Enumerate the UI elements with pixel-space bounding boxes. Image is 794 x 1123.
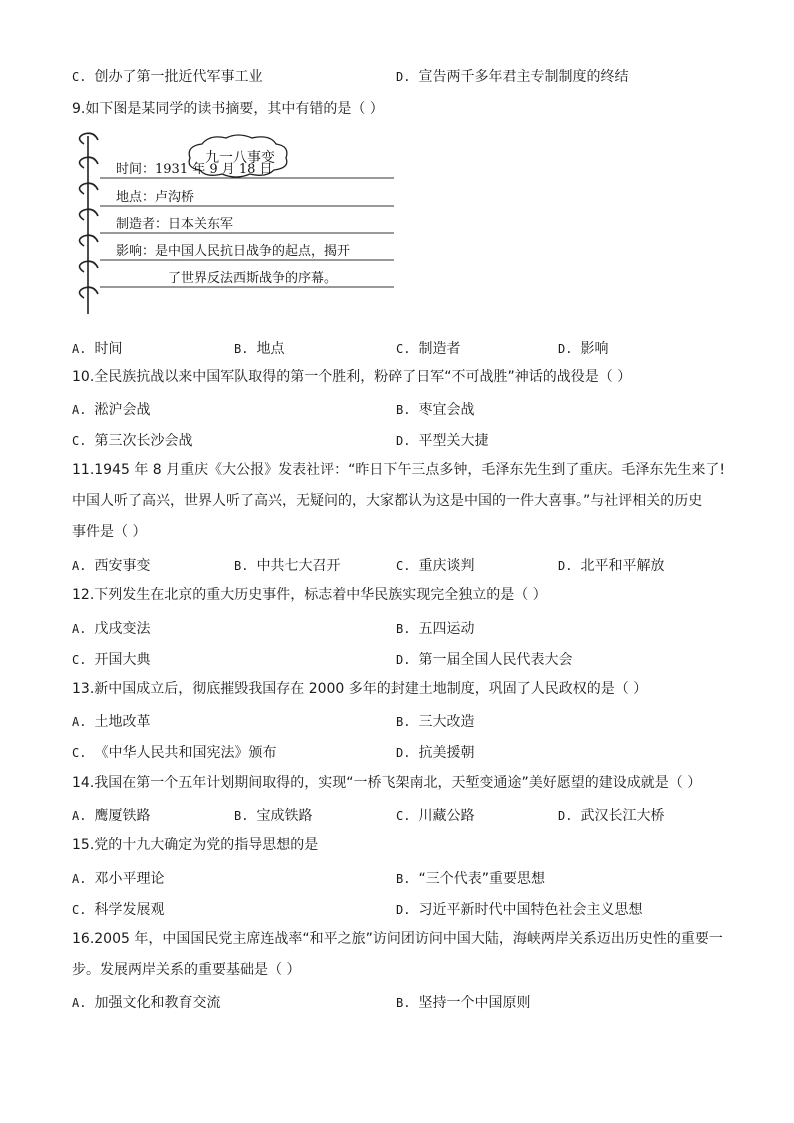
q10-stem: 10.全民族抗战以来中国军队取得的第一个胜利，粉碎了日军“不可战胜”神话的战役是（ ） [72, 369, 632, 385]
q11-option-b [234, 555, 340, 575]
option-letter: D. [396, 746, 411, 760]
option-text: 时间 [94, 341, 123, 357]
option-letter: D. [396, 903, 411, 917]
option-text: 习近平新时代中国特色社会主义思想 [418, 902, 643, 918]
q16-option-b [396, 992, 530, 1012]
option-letter: D. [558, 559, 573, 573]
option-text: 邓小平理论 [94, 871, 165, 887]
option-text: 鹰厦铁路 [94, 808, 151, 824]
option-text: 武汉长江大桥 [580, 808, 665, 824]
q11-option-d [558, 555, 664, 575]
option-text: 中共七大召开 [256, 558, 341, 574]
option-text: 加强文化和教育交流 [94, 995, 221, 1011]
q14-option-a [72, 805, 150, 825]
q13-option-b [396, 711, 474, 731]
option-letter: C. [72, 903, 87, 917]
option-text: 抗美援朝 [418, 745, 475, 761]
option-text: 《中华人民共和国宪法》颁布 [94, 745, 277, 761]
q12-option-b [396, 618, 474, 638]
option-letter: D. [396, 653, 411, 667]
option-letter: C. [396, 342, 411, 356]
option-text: “三个代表”重要思想 [418, 871, 545, 887]
q13-option-d [396, 742, 474, 762]
option-text: 平型关大捷 [418, 433, 489, 449]
option-letter: D. [558, 809, 573, 823]
image-line-maker: 制造者：日本关东军 [116, 217, 234, 232]
option-letter: B. [234, 342, 249, 356]
q12-stem: 12.下列发生在北京的重大历史事件，标志着中华民族实现完全独立的是（ ） [72, 587, 547, 603]
option-letter: B. [396, 996, 411, 1010]
option-text: 川藏公路 [418, 808, 475, 824]
image-line-impact: 影响：是中国人民抗日战争的起点，揭开 [116, 244, 351, 259]
image-line-impact-cont: 了世界反法西斯战争的序幕。 [168, 271, 338, 286]
q12-option-a [72, 618, 150, 638]
q11-option-a [72, 555, 150, 575]
option-letter: C. [72, 653, 87, 667]
option-text: 第一届全国人民代表大会 [418, 652, 573, 668]
q11-stem-line2: 中国人听了高兴，世界人听了高兴，无疑问的，大家都认为这是中国的一件大喜事。”与社评相关的历史 [72, 493, 703, 509]
q14-option-b [234, 805, 312, 825]
option-letter: A. [72, 342, 87, 356]
option-text: 宣告两千多年君主专制制度的终结 [418, 69, 629, 85]
q14-option-d [558, 805, 664, 825]
option-letter: C. [72, 70, 87, 84]
q9-option-a [72, 338, 122, 358]
option-letter: D. [558, 342, 573, 356]
q14-option-c [396, 805, 474, 825]
image-line-time: 时间：1931 年 9 月 18 日 [116, 162, 273, 177]
option-letter: A. [72, 809, 87, 823]
option-text: 开国大典 [94, 652, 151, 668]
q8-option-d [396, 66, 628, 86]
option-letter: C. [396, 559, 411, 573]
q16-option-a [72, 992, 220, 1012]
option-letter: A. [72, 715, 87, 729]
option-letter: B. [396, 872, 411, 886]
option-text: 枣宜会战 [418, 402, 475, 418]
q15-stem: 15.党的十九大确定为党的指导思想的是 [72, 837, 319, 853]
option-text: 宝成铁路 [256, 808, 313, 824]
q16-stem-line2: 步。发展两岸关系的重要基础是（ ） [72, 962, 301, 978]
option-letter: A. [72, 403, 87, 417]
q11-option-c [396, 555, 474, 575]
option-text: 第三次长沙会战 [94, 433, 193, 449]
q10-option-a [72, 399, 150, 419]
option-letter: A. [72, 872, 87, 886]
option-text: 创办了第一批近代军事工业 [94, 69, 263, 85]
q15-option-d [396, 899, 642, 919]
q15-option-b [396, 868, 545, 888]
option-text: 影响 [580, 341, 609, 357]
option-text: 西安事变 [94, 558, 151, 574]
option-letter: A. [72, 996, 87, 1010]
option-text: 制造者 [418, 341, 461, 357]
option-letter: A. [72, 622, 87, 636]
q12-option-d [396, 649, 572, 669]
q9-stem: 9.如下图是某同学的读书摘要，其中有错的是（ ） [72, 101, 384, 117]
option-letter: B. [396, 715, 411, 729]
option-letter: A. [72, 559, 87, 573]
option-text: 三大改造 [418, 714, 475, 730]
option-letter: C. [72, 746, 87, 760]
q9-option-b [234, 338, 284, 358]
option-letter: D. [396, 70, 411, 84]
image-title: 九一八事变 [205, 150, 275, 166]
q10-option-d [396, 430, 488, 450]
option-text: 戊戌变法 [94, 621, 151, 637]
q15-option-c [72, 899, 164, 919]
q13-option-c [72, 742, 276, 762]
q11-stem-line3: 事件是（ ） [72, 524, 147, 540]
option-text: 坚持一个中国原则 [418, 995, 531, 1011]
q10-option-b [396, 399, 474, 419]
option-text: 五四运动 [418, 621, 475, 637]
option-letter: C. [396, 809, 411, 823]
option-letter: C. [72, 434, 87, 448]
spiral-binding [80, 133, 99, 314]
q8-option-c [72, 66, 262, 86]
option-letter: B. [396, 622, 411, 636]
option-text: 北平和平解放 [580, 558, 665, 574]
option-letter: D. [396, 434, 411, 448]
q16-stem-line1: 16.2005 年，中国国民党主席连战率“和平之旅”访问团访问中国大陆，海峡两岸关系迈出历史性的重要一 [72, 931, 723, 947]
option-text: 淞沪会战 [94, 402, 151, 418]
q9-option-d [558, 338, 608, 358]
q11-stem-line1: 11.1945 年 8 月重庆《大公报》发表社评：“昨日下午三点多钟，毛泽东先生到了重庆。毛泽东先生来了! [72, 462, 726, 478]
option-letter: B. [234, 809, 249, 823]
option-text: 土地改革 [94, 714, 151, 730]
option-text: 科学发展观 [94, 902, 165, 918]
option-text: 重庆谈判 [418, 558, 475, 574]
q14-stem: 14.我国在第一个五年计划期间取得的，实现“一桥飞架南北，天堑变通途”美好愿望的建设成就是（ ） [72, 775, 702, 791]
reading-notes-image [72, 128, 402, 318]
q10-option-c [72, 430, 192, 450]
option-text: 地点 [256, 341, 285, 357]
option-letter: B. [234, 559, 249, 573]
q12-option-c [72, 649, 150, 669]
q13-option-a [72, 711, 150, 731]
q15-option-a [72, 868, 164, 888]
option-letter: B. [396, 403, 411, 417]
q13-stem: 13.新中国成立后，彻底摧毁我国存在 2000 多年的封建土地制度，巩固了人民政权的是（ ） [72, 681, 648, 697]
q9-option-c [396, 338, 460, 358]
image-line-place: 地点：卢沟桥 [116, 190, 195, 205]
